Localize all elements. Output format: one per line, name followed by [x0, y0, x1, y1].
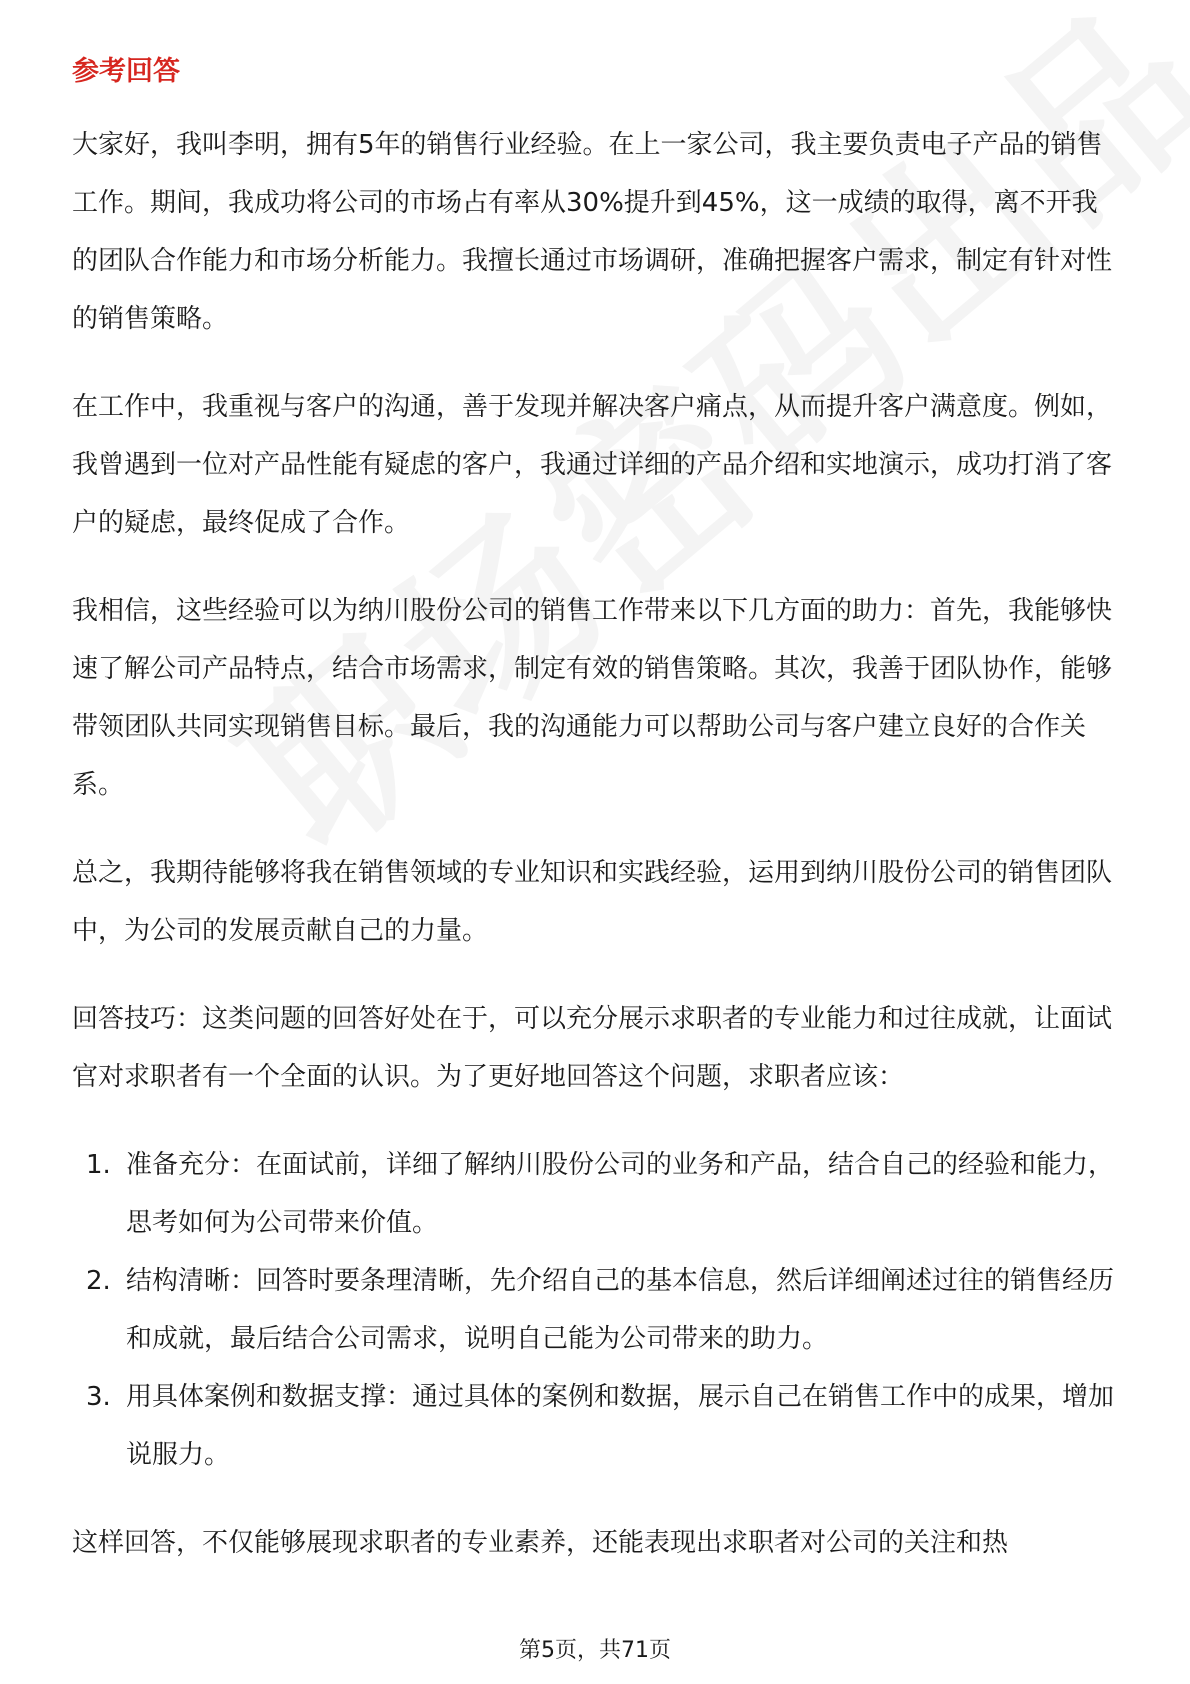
list-item-text: 用具体案例和数据支撑：通过具体的案例和数据，展示自己在销售工作中的成果，增加说服力。 — [126, 1382, 1115, 1470]
paragraph-communication: 在工作中，我重视与客户的沟通，善于发现并解决客户痛点，从而提升客户满意度。例如，我曾遇到一位对产品性能有疑虑的客户，我通过详细的产品介绍和实地演示，成功打消了客户的疑虑，最终促成了合作。 — [72, 392, 1113, 538]
page-number: 第5页，共71页 — [519, 1638, 671, 1663]
list-item-text: 结构清晰：回答时要条理清晰，先介绍自己的基本信息，然后详细阐述过往的销售经历和成就，最后结合公司需求，说明自己能为公司带来的助力。 — [126, 1266, 1115, 1354]
list-item — [72, 1136, 1118, 1252]
paragraph-tips: 回答技巧：这类问题的回答好处在于，可以充分展示求职者的专业能力和过往成就，让面试官对求职者有一个全面的认识。为了更好地回答这个问题，求职者应该： — [72, 1004, 1113, 1092]
list-item — [72, 1252, 1118, 1368]
list-number: 2. — [86, 1266, 111, 1296]
tips-list — [72, 1136, 1118, 1484]
paragraph-summary: 总之，我期待能够将我在销售领域的专业知识和实践经验，运用到纳川股份公司的销售团队中，为公司的发展贡献自己的力量。 — [72, 858, 1113, 946]
section-heading: 参考回答 — [72, 56, 180, 87]
document-body — [72, 48, 1118, 1602]
list-number: 3. — [86, 1382, 111, 1412]
list-item-text: 准备充分：在面试前，详细了解纳川股份公司的业务和产品，结合自己的经验和能力，思考如何为公司带来价值。 — [126, 1150, 1115, 1238]
list-item — [72, 1368, 1118, 1484]
list-number: 1. — [86, 1150, 111, 1180]
paragraph-intro: 大家好，我叫李明，拥有5年的销售行业经验。在上一家公司，我主要负责电子产品的销售工作。期间，我成功将公司的市场占有率从30%提升到45%，这一成绩的取得，离不开我的团队合作能力和市场分析能力。我擅长通过市场调研，准确把握客户需求，制定有针对性的销售策略。 — [72, 130, 1113, 334]
paragraph-contribution: 我相信，这些经验可以为纳川股份公司的销售工作带来以下几方面的助力：首先，我能够快速了解公司产品特点，结合市场需求，制定有效的销售策略。其次，我善于团队协作，能够带领团队共同实现销售目标。最后，我的沟通能力可以帮助公司与客户建立良好的合作关系。 — [72, 596, 1113, 800]
paragraph-closing: 这样回答，不仅能够展现求职者的专业素养，还能表现出求职者对公司的关注和热 — [72, 1528, 1009, 1558]
